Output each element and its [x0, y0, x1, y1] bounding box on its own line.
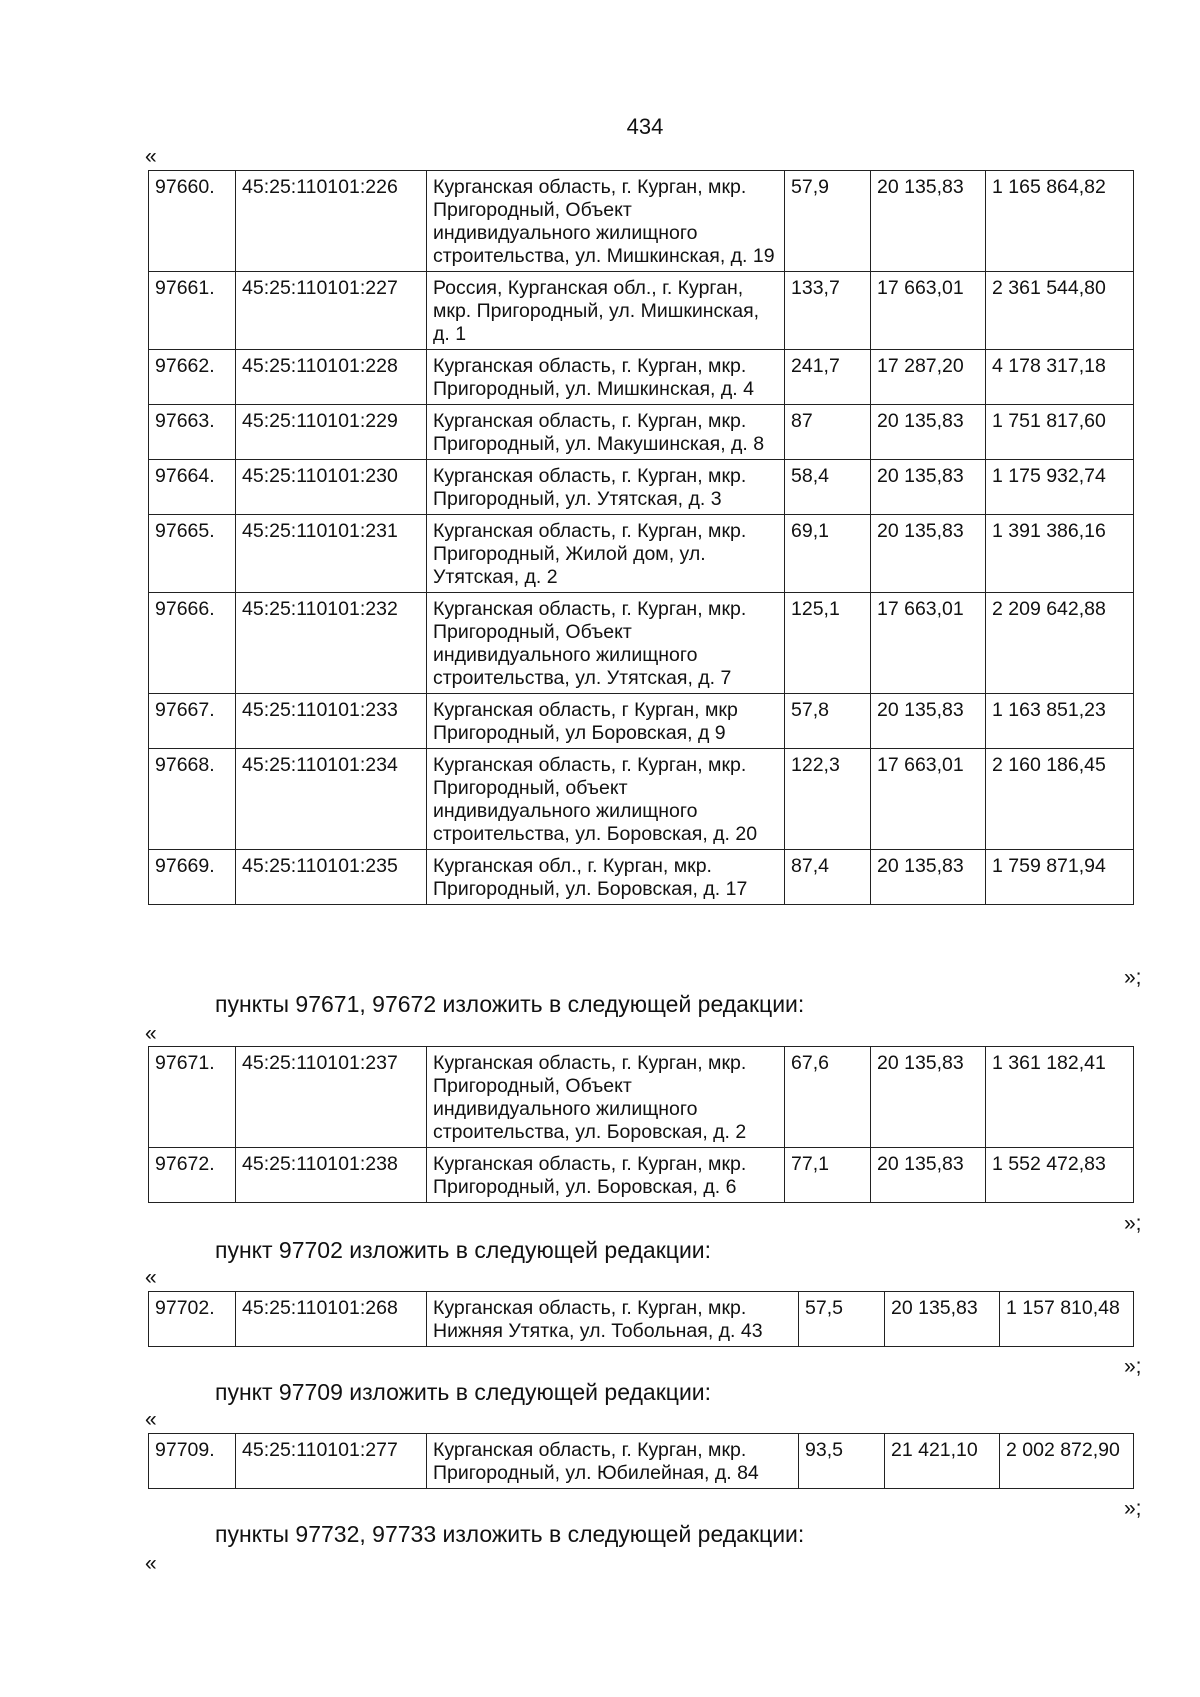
table-row [149, 405, 1134, 460]
cadastral-number-cell: 45:25:110101:233 [236, 694, 427, 749]
area-cell: 67,6 [785, 1047, 871, 1148]
cadastral-value-cell: 1 157 810,48 [1000, 1292, 1134, 1347]
table-row [149, 1434, 1134, 1489]
property-table [148, 1046, 1134, 1203]
unit-value-cell: 17 663,01 [871, 272, 986, 350]
section-heading: пункты 97671, 97672 изложить в следующей редакции: [215, 991, 805, 1017]
table-row [149, 350, 1134, 405]
cadastral-number-cell: 45:25:110101:232 [236, 593, 427, 694]
closing-quote: »; [1124, 966, 1142, 989]
closing-quote: »; [1124, 1497, 1142, 1520]
table-row [149, 749, 1134, 850]
cadastral-number-cell: 45:25:110101:227 [236, 272, 427, 350]
table-row [149, 171, 1134, 272]
area-cell: 93,5 [799, 1434, 885, 1489]
cadastral-number-cell: 45:25:110101:230 [236, 460, 427, 515]
unit-value-cell: 17 287,20 [871, 350, 986, 405]
page-number: 434 [626, 114, 664, 139]
table-row [149, 1292, 1134, 1347]
address-cell: Курганская область, г. Курган, мкр. Пригородный, Объект индивидуального жилищного строительства, ул. Мишкинская, д. 19 [427, 171, 785, 272]
property-table [148, 170, 1134, 905]
unit-value-cell: 20 135,83 [871, 1047, 986, 1148]
opening-quote: « [145, 1552, 157, 1575]
unit-value-cell: 17 663,01 [871, 749, 986, 850]
address-cell: Курганская область, г. Курган, мкр. Пригородный, ул. Боровская, д. 6 [427, 1148, 785, 1203]
address-cell: Курганская область, г. Курган, мкр. Пригородный, ул. Утятская, д. 3 [427, 460, 785, 515]
cadastral-number-cell: 45:25:110101:229 [236, 405, 427, 460]
area-cell: 57,8 [785, 694, 871, 749]
cadastral-value-cell: 1 391 386,16 [986, 515, 1134, 593]
row-number-cell: 97663. [149, 405, 236, 460]
address-cell: Курганская область, г. Курган, мкр. Пригородный, ул. Макушинская, д. 8 [427, 405, 785, 460]
section-heading: пункты 97732, 97733 изложить в следующей редакции: [215, 1521, 805, 1547]
area-cell: 58,4 [785, 460, 871, 515]
unit-value-cell: 20 135,83 [885, 1292, 1000, 1347]
cadastral-value-cell: 1 361 182,41 [986, 1047, 1134, 1148]
address-cell: Курганская область, г Курган, мкр Пригородный, ул Боровская, д 9 [427, 694, 785, 749]
address-cell: Курганская область, г. Курган, мкр. Нижняя Утятка, ул. Тобольная, д. 43 [427, 1292, 799, 1347]
cadastral-value-cell: 4 178 317,18 [986, 350, 1134, 405]
cadastral-value-cell: 1 552 472,83 [986, 1148, 1134, 1203]
unit-value-cell: 20 135,83 [871, 1148, 986, 1203]
row-number-cell: 97660. [149, 171, 236, 272]
area-cell: 133,7 [785, 272, 871, 350]
area-cell: 122,3 [785, 749, 871, 850]
unit-value-cell: 17 663,01 [871, 593, 986, 694]
row-number-cell: 97668. [149, 749, 236, 850]
address-cell: Курганская область, г. Курган, мкр. Пригородный, Объект индивидуального жилищного строительства, ул. Утятская, д. 7 [427, 593, 785, 694]
address-cell: Курганская область, г. Курган, мкр. Пригородный, Объект индивидуального жилищного строительства, ул. Боровская, д. 2 [427, 1047, 785, 1148]
area-cell: 125,1 [785, 593, 871, 694]
cadastral-value-cell: 2 160 186,45 [986, 749, 1134, 850]
property-table [148, 1433, 1134, 1489]
table-body [149, 171, 1134, 905]
row-number-cell: 97702. [149, 1292, 236, 1347]
row-number-cell: 97671. [149, 1047, 236, 1148]
cadastral-value-cell: 2 361 544,80 [986, 272, 1134, 350]
table-row [149, 1148, 1134, 1203]
unit-value-cell: 20 135,83 [871, 694, 986, 749]
table-body [149, 1434, 1134, 1489]
row-number-cell: 97664. [149, 460, 236, 515]
cadastral-number-cell: 45:25:110101:234 [236, 749, 427, 850]
cadastral-number-cell: 45:25:110101:235 [236, 850, 427, 905]
cadastral-number-cell: 45:25:110101:237 [236, 1047, 427, 1148]
unit-value-cell: 20 135,83 [871, 460, 986, 515]
address-cell: Курганская обл., г. Курган, мкр. Пригородный, ул. Боровская, д. 17 [427, 850, 785, 905]
area-cell: 69,1 [785, 515, 871, 593]
cadastral-value-cell: 2 002 872,90 [1000, 1434, 1134, 1489]
cadastral-number-cell: 45:25:110101:228 [236, 350, 427, 405]
opening-quote: « [145, 145, 157, 168]
table-body [149, 1047, 1134, 1203]
unit-value-cell: 20 135,83 [871, 171, 986, 272]
row-number-cell: 97709. [149, 1434, 236, 1489]
row-number-cell: 97662. [149, 350, 236, 405]
cadastral-number-cell: 45:25:110101:226 [236, 171, 427, 272]
row-number-cell: 97669. [149, 850, 236, 905]
unit-value-cell: 20 135,83 [871, 405, 986, 460]
table-row [149, 593, 1134, 694]
area-cell: 241,7 [785, 350, 871, 405]
row-number-cell: 97661. [149, 272, 236, 350]
table-row [149, 460, 1134, 515]
property-table [148, 1291, 1134, 1347]
table-row [149, 694, 1134, 749]
area-cell: 87 [785, 405, 871, 460]
area-cell: 87,4 [785, 850, 871, 905]
cadastral-value-cell: 1 163 851,23 [986, 694, 1134, 749]
table-row [149, 272, 1134, 350]
opening-quote: « [145, 1022, 157, 1045]
cadastral-value-cell: 1 175 932,74 [986, 460, 1134, 515]
area-cell: 57,9 [785, 171, 871, 272]
cadastral-number-cell: 45:25:110101:238 [236, 1148, 427, 1203]
closing-quote: »; [1124, 1355, 1142, 1378]
cadastral-value-cell: 1 165 864,82 [986, 171, 1134, 272]
table-row [149, 515, 1134, 593]
opening-quote: « [145, 1408, 157, 1431]
table-row [149, 1047, 1134, 1148]
area-cell: 57,5 [799, 1292, 885, 1347]
unit-value-cell: 21 421,10 [885, 1434, 1000, 1489]
address-cell: Курганская область, г. Курган, мкр. Пригородный, объект индивидуального жилищного строительства, ул. Боровская, д. 20 [427, 749, 785, 850]
cadastral-value-cell: 1 759 871,94 [986, 850, 1134, 905]
cadastral-number-cell: 45:25:110101:277 [236, 1434, 427, 1489]
cadastral-number-cell: 45:25:110101:268 [236, 1292, 427, 1347]
cadastral-value-cell: 1 751 817,60 [986, 405, 1134, 460]
address-cell: Курганская область, г. Курган, мкр. Пригородный, ул. Юбилейная, д. 84 [427, 1434, 799, 1489]
address-cell: Курганская область, г. Курган, мкр. Пригородный, Жилой дом, ул. Утятская, д. 2 [427, 515, 785, 593]
opening-quote: « [145, 1266, 157, 1289]
address-cell: Россия, Курганская обл., г. Курган, мкр. Пригородный, ул. Мишкинская, д. 1 [427, 272, 785, 350]
section-heading: пункт 97702 изложить в следующей редакции: [215, 1237, 712, 1263]
row-number-cell: 97667. [149, 694, 236, 749]
table-body [149, 1292, 1134, 1347]
unit-value-cell: 20 135,83 [871, 850, 986, 905]
address-cell: Курганская область, г. Курган, мкр. Пригородный, ул. Мишкинская, д. 4 [427, 350, 785, 405]
row-number-cell: 97665. [149, 515, 236, 593]
area-cell: 77,1 [785, 1148, 871, 1203]
cadastral-number-cell: 45:25:110101:231 [236, 515, 427, 593]
closing-quote: »; [1124, 1212, 1142, 1235]
row-number-cell: 97672. [149, 1148, 236, 1203]
row-number-cell: 97666. [149, 593, 236, 694]
unit-value-cell: 20 135,83 [871, 515, 986, 593]
cadastral-value-cell: 2 209 642,88 [986, 593, 1134, 694]
section-heading: пункт 97709 изложить в следующей редакции: [215, 1379, 712, 1405]
table-row [149, 850, 1134, 905]
